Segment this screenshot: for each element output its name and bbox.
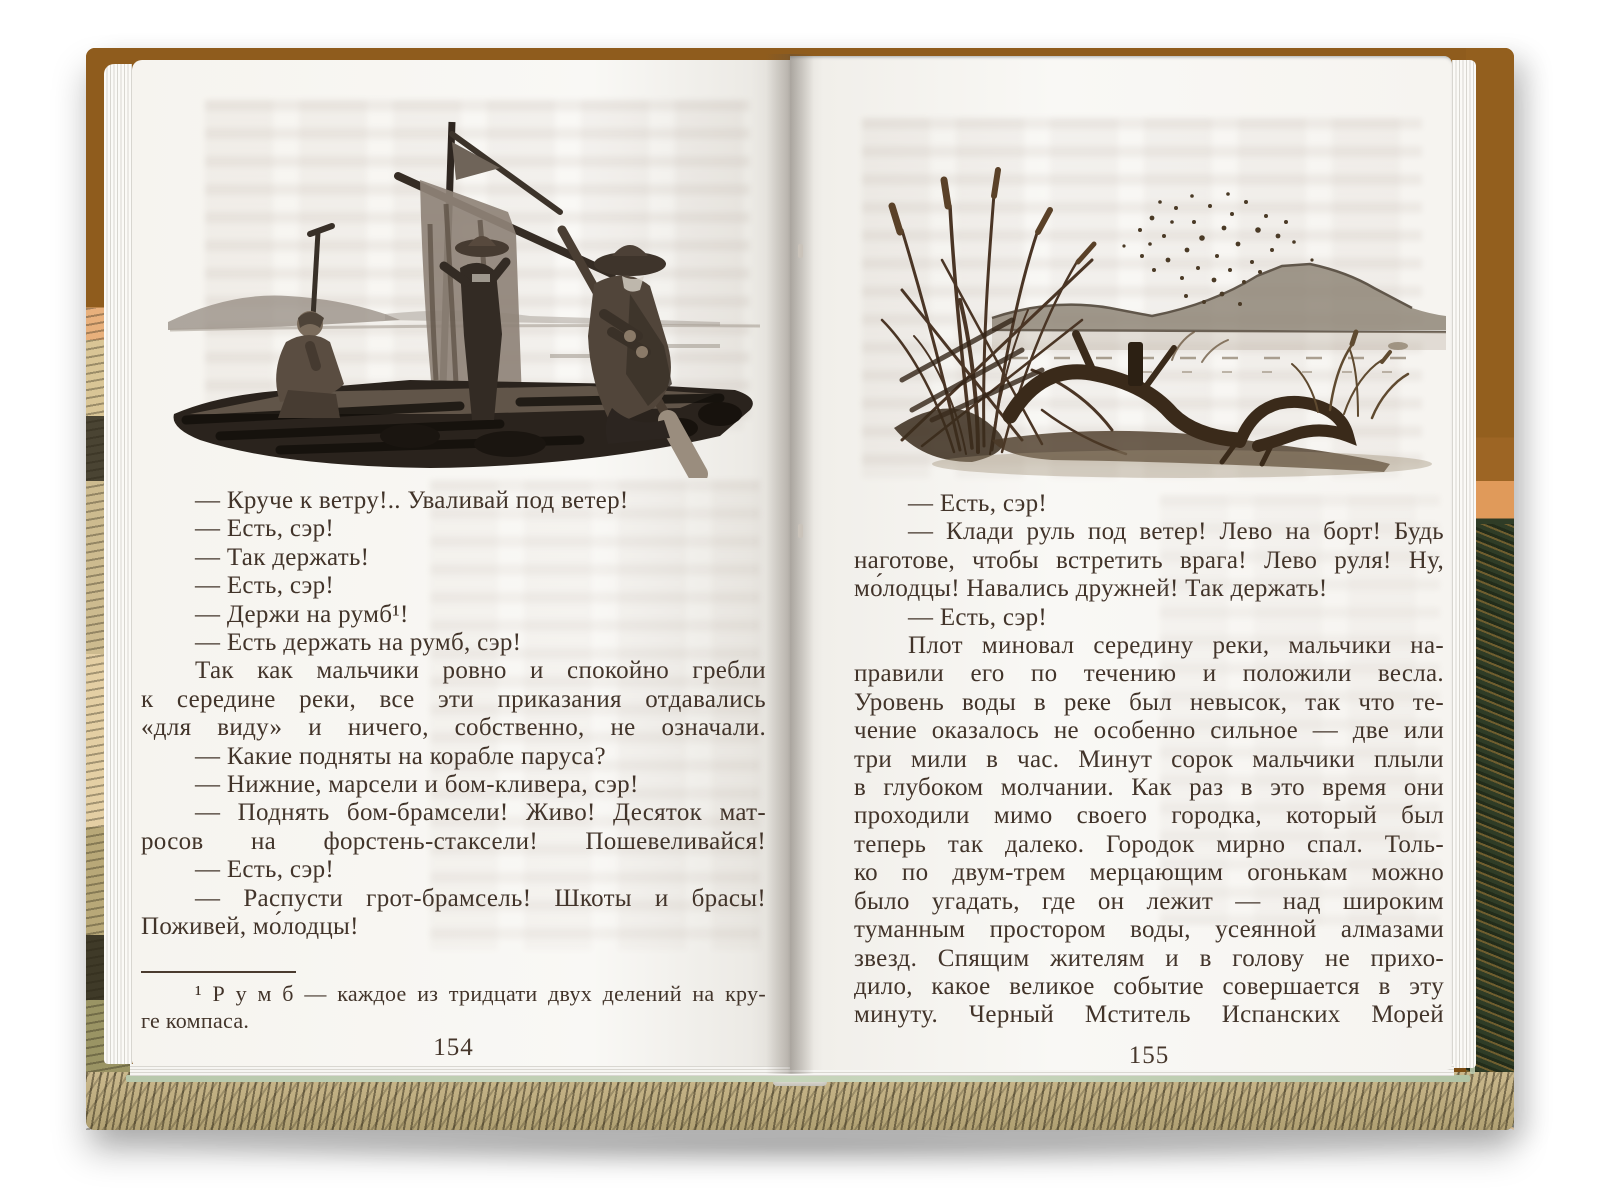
text-line: — Поднять бом-брамсели! Живо! Десяток мат-: [195, 799, 766, 827]
text-line: звезд. Спящим жителям и в голову не прихо-: [854, 944, 1444, 972]
text-line: проходили мимо своего городка, который был: [854, 802, 1444, 830]
page-edges-left: [104, 64, 132, 1064]
text-line: теперь так далеко. Городок мирно спал. Толь-: [854, 830, 1444, 858]
text-line: Так как мальчики ровно и спокойно гребли: [195, 657, 766, 685]
endpaper-green-edge: [126, 1075, 1470, 1082]
book-shadow: [70, 1139, 1530, 1173]
footnote: [141, 981, 766, 1034]
text-line: наготове, чтобы встретить врага! Лево руля! Ну,: [854, 546, 1444, 574]
text-line: росов на форстень-стаксели! Пошевеливайся!: [141, 827, 766, 855]
text-line: — Клади руль под ветер! Лево на борт! Будь: [908, 518, 1444, 546]
text-line: — Держи на румб¹!: [195, 600, 409, 628]
page-edges-right: [1452, 60, 1476, 1068]
gutter-shadow: [766, 54, 814, 1074]
binding-stitch: [798, 244, 803, 258]
text-line: туманным простором воды, усеянной алмазами: [854, 916, 1444, 944]
text-line: — Есть держать на румб, сэр!: [195, 629, 522, 657]
raft-illustration: [160, 84, 772, 478]
text-line: чение оказалось не особенно сильное — две или: [854, 717, 1444, 745]
text-line: — Есть, сэр!: [195, 856, 335, 884]
text-line: было угадать, где он лежит — над широким: [854, 887, 1444, 915]
riverbank-illustration: [842, 110, 1448, 486]
text-line: — Есть, сэр!: [195, 572, 335, 600]
text-line: к середине реки, все эти приказания отдавались: [141, 685, 766, 713]
right-page-text: [854, 490, 1444, 1030]
text-line: — Какие подняты на корабле паруса?: [195, 742, 606, 770]
text-line: Плот миновал середину реки, мальчики на-: [908, 632, 1444, 660]
text-line: минуту. Черный Мститель Испанских Морей: [854, 1001, 1444, 1029]
text-line: дило, какое великое событие совершается в эту: [854, 972, 1444, 1000]
text-line: «для виду» и ничего, собственно, не означали.: [141, 714, 766, 742]
left-page-text: [141, 487, 766, 942]
text-line: — Есть, сэр!: [908, 603, 1048, 631]
footnote-rule: [141, 971, 296, 973]
text-line: Поживей, мо́лодцы!: [141, 913, 359, 941]
text-line: — Круче к ветру!.. Уваливай под ветер!: [195, 487, 629, 514]
text-line: мо́лодцы! Навались дружней! Так держать!: [854, 575, 1328, 603]
text-line: ко по двум-трем мерцающим огонькам можно: [854, 859, 1444, 887]
text-line: правили его по течению и положили весла.: [854, 660, 1444, 688]
text-line: три мили в час. Минут сорок мальчики плыли: [854, 745, 1444, 773]
text-line: Уровень воды в реке был невысок, так что те-: [854, 688, 1444, 716]
text-line: в глубоком молчании. Как раз в это время они: [854, 774, 1444, 802]
text-line: — Есть, сэр!: [908, 490, 1048, 517]
binding-stitch: [798, 524, 803, 538]
text-line: — Так держать!: [195, 543, 370, 571]
footnote-line: ге компаса.: [141, 1007, 250, 1033]
text-line: — Есть, сэр!: [195, 515, 335, 543]
page-number-right: 155: [1128, 1042, 1170, 1069]
text-line: — Нижние, марсели и бом-кливера, сэр!: [195, 771, 639, 799]
text-line: — Распусти грот-брамсель! Шкоты и брасы!: [195, 884, 766, 912]
footnote-line: ¹ Р у м б — каждое из тридцати двух делений на кру-: [195, 981, 766, 1006]
page-number-left: 154: [433, 1034, 474, 1061]
